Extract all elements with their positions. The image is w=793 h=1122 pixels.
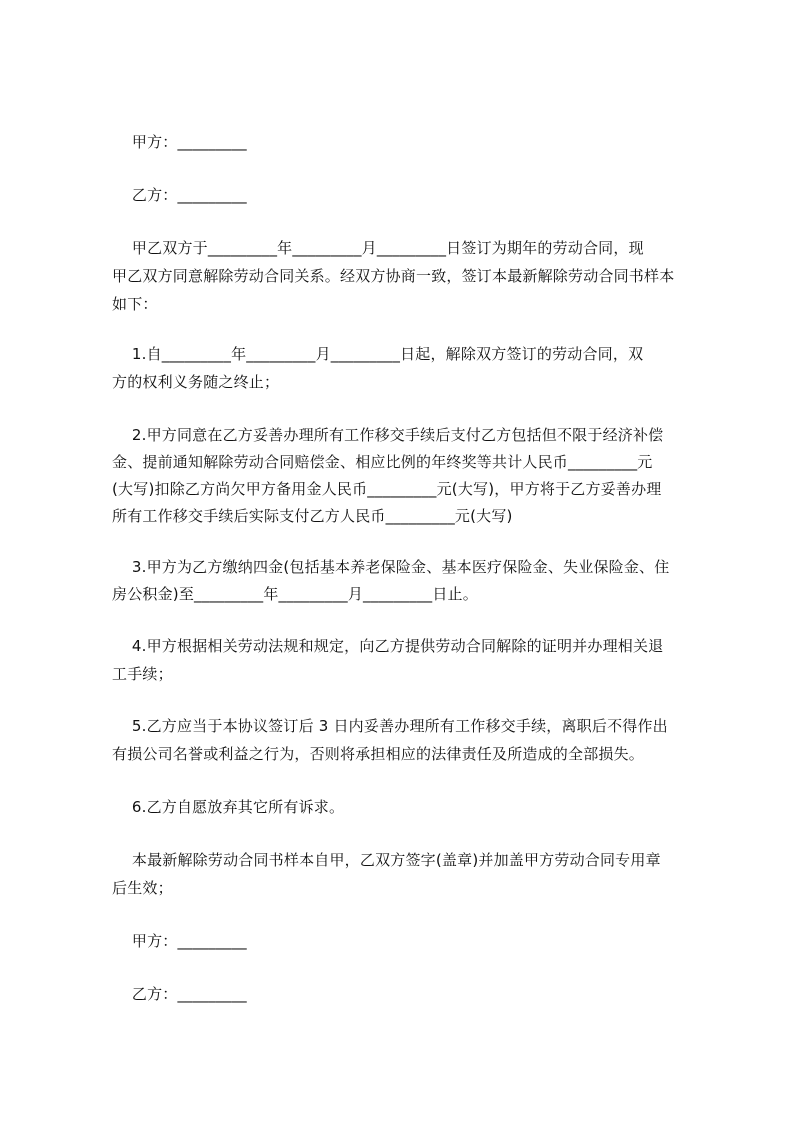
- clause-2-line-2: 金、提前通知解除劳动合同赔偿金、相应比例的年终奖等共计人民币_________元: [112, 453, 653, 471]
- clause-1-line-2: 方的权利义务随之终止；: [112, 373, 280, 391]
- clause-2-line-1: 2.甲方同意在乙方妥善办理所有工作移交手续后支付乙方包括但不限于经济补偿: [112, 426, 664, 444]
- party-a-signature-line: 甲方：_________: [112, 932, 247, 950]
- effective-line-1: 本最新解除劳动合同书样本自甲，乙双方签字(盖章)并加盖甲方劳动合同专用章: [112, 851, 661, 869]
- intro-line-2: 甲乙双方同意解除劳动合同关系。经双方协商一致，签订本最新解除劳动合同书样本: [112, 267, 675, 285]
- clause-2-line-3: (大写)扣除乙方尚欠甲方备用金人民币_________元(大写)，甲方将于乙方妥善办理: [112, 480, 662, 498]
- intro-line-1: 甲乙双方于_________年_________月_________日签订为期年的劳动合同，现: [112, 239, 644, 257]
- clause-5-line-2: 有损公司名誉或利益之行为，否则将承担相应的法律责任及所造成的全部损失。: [112, 745, 645, 763]
- clause-1-line-1: 1.自_________年_________月_________日起，解除双方签订的劳动合同，双: [112, 345, 644, 363]
- clause-3-line-1: 3.甲方为乙方缴纳四金(包括基本养老保险金、基本医疗保险金、失业保险金、住: [112, 558, 670, 576]
- party-b-line: 乙方：_________: [112, 186, 247, 204]
- clause-2-line-4: 所有工作移交手续后实际支付乙方人民币_________元(大写): [112, 507, 513, 525]
- clause-3-line-2: 房公积金)至_________年_________月_________日止。: [112, 585, 478, 603]
- clause-4-line-1: 4.甲方根据相关劳动法规和规定，向乙方提供劳动合同解除的证明并办理相关退: [112, 637, 664, 655]
- effective-line-2: 后生效；: [112, 879, 173, 897]
- clause-5-line-1: 5.乙方应当于本协议签订后 3 日内妥善办理所有工作移交手续，离职后不得作出: [112, 717, 668, 735]
- intro-line-3: 如下：: [112, 295, 158, 313]
- party-b-signature-line: 乙方：_________: [112, 985, 247, 1003]
- party-a-line: 甲方：_________: [112, 133, 247, 151]
- clause-6-line-1: 6.乙方自愿放弃其它所有诉求。: [112, 798, 345, 816]
- clause-4-line-2: 工手续；: [112, 665, 173, 683]
